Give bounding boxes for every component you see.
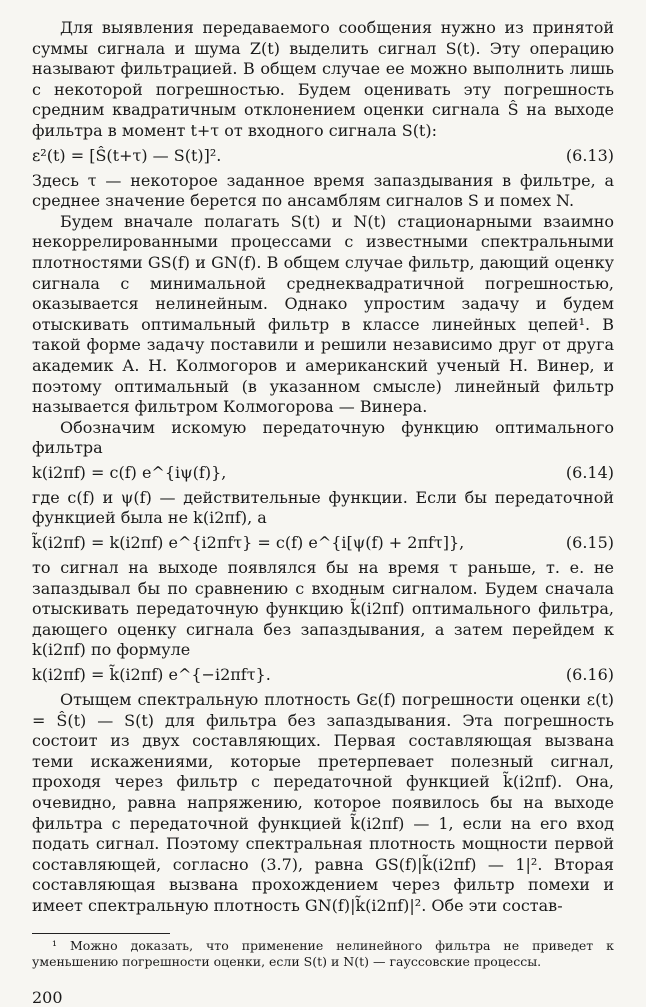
paragraph-7: Отыщем спектральную плотность Gε(f) погрешности оценки ε(t) = Ŝ(t) — S(t) для фильтра без запаздывания. Эта погрешность состоит из двух составляющих. Первая составляющая вызвана теми искажениями, которые претерпевает полезный сигнал, проходя через фильтр с передаточной функцией k̃(i2πf). Она, очевидно, равна напряжению, которое появилось бы на выходе фильтра с передаточной функцией k̃(i2πf) — 1, если на его вход подать сигнал. Поэтому спектральная плотность мощности первой составляющей, согласно (3.7), равна GS(f)|k̃(i2πf) — 1|². Вторая составляющая вызвана прохождением через фильтр помехи и имеет спектральную плотность GN(f)|k̃(i2πf)|². Обе эти состав- xyxy=(32,690,614,915)
page-number: 200 xyxy=(32,987,63,1007)
equation-6-14-number: (6.14) xyxy=(565,462,614,482)
equation-6-16-formula: k(i2πf) = k̃(i2πf) e^{−i2πfτ}. xyxy=(32,665,271,685)
paragraph-2: Здесь τ — некоторое заданное время запаздывания в фильтре, а среднее значение берется по ансамблям сигналов S и помех N. xyxy=(32,170,614,211)
equation-6-14-formula: k(i2πf) = c(f) e^{iψ(f)}, xyxy=(32,462,227,482)
equation-6-13-number: (6.13) xyxy=(565,145,614,165)
footnote: ¹ Можно доказать, что применение нелинейного фильтра не приведет к уменьшению погрешности оценки, если S(t) и N(t) — гауссовские процессы. xyxy=(32,937,614,969)
paragraph-5: где c(f) и ψ(f) — действительные функции. Если бы передаточной функцией была не k(i2πf), а xyxy=(32,487,614,528)
equation-6-14 xyxy=(32,462,614,484)
paragraph-3: Будем вначале полагать S(t) и N(t) стационарными взаимно некоррелированными процессами с известными спектральными плотностями GS(f) и GN(f). В общем случае фильтр, дающий оценку сигнала с минимальной среднеквадратичной погрешностью, оказывается нелинейным. Однако упростим задачу и будем отыскивать оптимальный фильтр в классе линейных цепей¹. В такой форме задачу поставили и решили независимо друг от друга академик А. Н. Колмогоров и американский ученый Н. Винер, и поэтому оптимальный (в указанном смысле) линейный фильтр называется фильтром Колмогорова — Винера. xyxy=(32,211,614,417)
equation-6-16-number: (6.16) xyxy=(565,665,614,685)
equation-6-15-number: (6.15) xyxy=(565,533,614,553)
equation-6-13-formula: ε²(t) = [Ŝ(t+τ) — S(t)]². xyxy=(32,145,222,165)
equation-6-15-formula: k̃(i2πf) = k(i2πf) e^{i2πfτ} = c(f) e^{i[ψ(f) + 2πfτ]}, xyxy=(32,533,465,553)
paragraph-1: Для выявления передаваемого сообщения нужно из принятой суммы сигнала и шума Z(t) выделить сигнал S(t). Эту операцию называют фильтрацией. В общем случае ее можно выполнить лишь с некоторой погрешностью. Будем оценивать эту погрешность средним квадратичным отклонением оценки сигнала Ŝ на выходе фильтра в момент t+τ от входного сигнала S(t): xyxy=(32,18,614,140)
footnote-rule xyxy=(32,933,170,934)
equation-6-16 xyxy=(32,664,614,686)
paragraph-6: то сигнал на выходе появлялся бы на время τ раньше, т. е. не запаздывал бы по сравнению с входным сигналом. Будем сначала отыскивать передаточную функцию k̃(i2πf) оптимального фильтра, дающего оценку сигнала без запаздывания, а затем перейдем к k(i2πf) по формуле xyxy=(32,558,614,660)
page xyxy=(32,18,614,1007)
equation-6-15 xyxy=(32,532,614,554)
equation-6-13 xyxy=(32,145,614,167)
paragraph-4: Обозначим искомую передаточную функцию оптимального фильтра xyxy=(32,417,614,458)
